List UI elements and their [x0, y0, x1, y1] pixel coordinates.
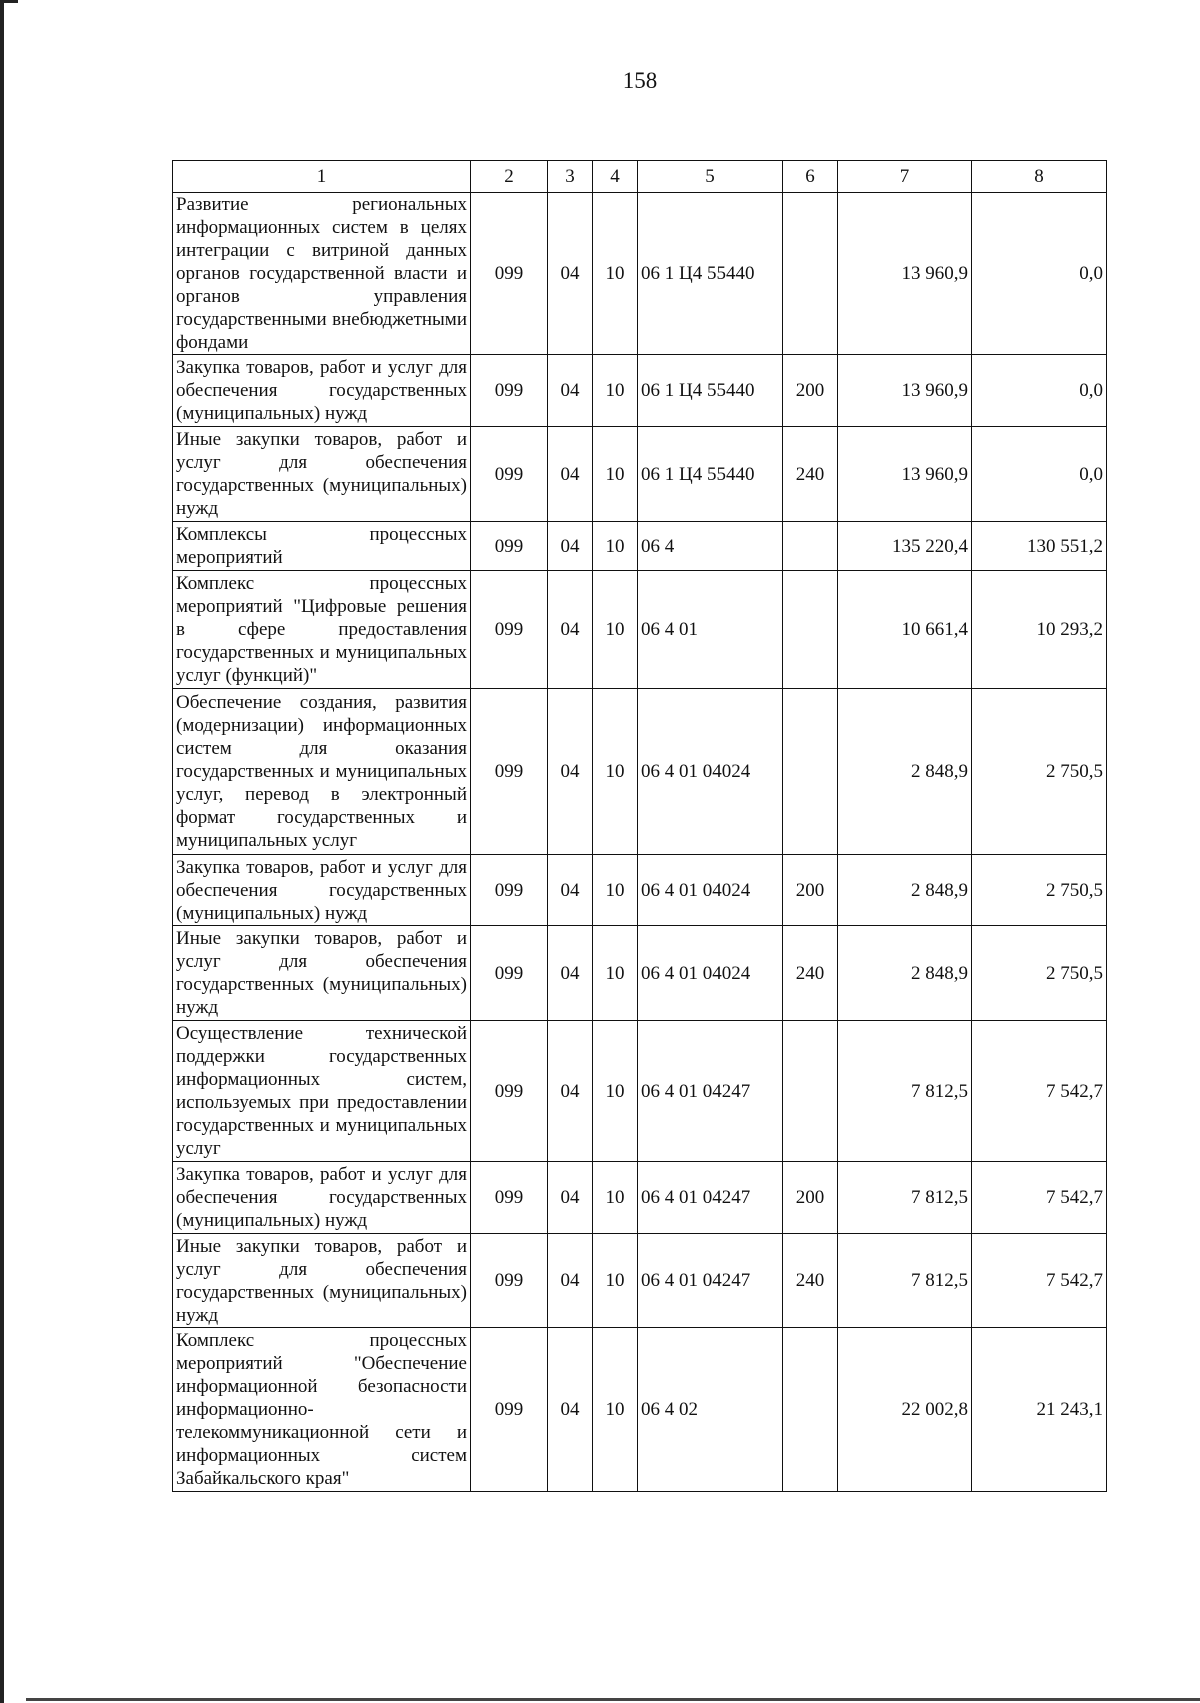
cell-ministry: 099 [471, 1162, 548, 1234]
cell-target-article: 06 4 01 [638, 571, 783, 689]
cell-amount-7: 13 960,9 [838, 427, 972, 522]
row-name: Иные закупки товаров, работ и услуг для обеспечения государственных (муниципальных) нужд [173, 926, 471, 1021]
cell-target-article: 06 1 Ц4 55440 [638, 427, 783, 522]
cell-ministry: 099 [471, 855, 548, 926]
row-name: Закупка товаров, работ и услуг для обеспечения государственных (муниципальных) нужд [173, 1162, 471, 1234]
cell-ministry: 099 [471, 427, 548, 522]
table-row [173, 522, 1107, 571]
cell-target-article: 06 4 01 04024 [638, 855, 783, 926]
cell-section: 04 [548, 522, 593, 571]
cell-expense-type: 200 [783, 1162, 838, 1234]
cell-amount-8: 10 293,2 [972, 571, 1107, 689]
page-number: 158 [622, 68, 658, 93]
cell-amount-8: 7 542,7 [972, 1021, 1107, 1162]
table-row [173, 427, 1107, 522]
cell-target-article: 06 4 01 04247 [638, 1162, 783, 1234]
cell-target-article: 06 1 Ц4 55440 [638, 193, 783, 355]
cell-section: 04 [548, 1234, 593, 1328]
cell-amount-7: 7 812,5 [838, 1021, 972, 1162]
table-row [173, 1234, 1107, 1328]
cell-section: 04 [548, 571, 593, 689]
header-col-1: 1 [173, 161, 471, 193]
cell-amount-8: 7 542,7 [972, 1234, 1107, 1328]
table-row [173, 571, 1107, 689]
row-name: Комплекс процессных мероприятий "Обеспечение информационной безопасности информационно-телекоммуникационной сети и информационных систем Забайкальского края" [173, 1328, 471, 1492]
cell-subsection: 10 [593, 1328, 638, 1492]
row-name: Иные закупки товаров, работ и услуг для обеспечения государственных (муниципальных) нужд [173, 1234, 471, 1328]
cell-section: 04 [548, 926, 593, 1021]
cell-amount-7: 13 960,9 [838, 355, 972, 427]
row-name: Осуществление технической поддержки государственных информационных систем, используемых при предоставлении государственных и муниципальных услуг [173, 1021, 471, 1162]
cell-expense-type [783, 1328, 838, 1492]
cell-subsection: 10 [593, 1162, 638, 1234]
cell-subsection: 10 [593, 1021, 638, 1162]
cell-amount-8: 2 750,5 [972, 926, 1107, 1021]
cell-subsection: 10 [593, 571, 638, 689]
table-row [173, 355, 1107, 427]
scan-edge-top [0, 0, 18, 3]
cell-amount-7: 10 661,4 [838, 571, 972, 689]
cell-ministry: 099 [471, 522, 548, 571]
cell-target-article: 06 1 Ц4 55440 [638, 355, 783, 427]
cell-target-article: 06 4 02 [638, 1328, 783, 1492]
row-name: Комплекс процессных мероприятий "Цифровые решения в сфере предоставления государственных и муниципальных услуг (функций)" [173, 571, 471, 689]
cell-target-article: 06 4 [638, 522, 783, 571]
cell-section: 04 [548, 427, 593, 522]
cell-section: 04 [548, 689, 593, 855]
cell-amount-7: 13 960,9 [838, 193, 972, 355]
cell-target-article: 06 4 01 04247 [638, 1021, 783, 1162]
cell-ministry: 099 [471, 1021, 548, 1162]
header-col-3: 3 [548, 161, 593, 193]
row-name: Комплексы процессных мероприятий [173, 522, 471, 571]
cell-subsection: 10 [593, 1234, 638, 1328]
row-name: Закупка товаров, работ и услуг для обеспечения государственных (муниципальных) нужд [173, 355, 471, 427]
header-col-4: 4 [593, 161, 638, 193]
cell-ministry: 099 [471, 689, 548, 855]
cell-expense-type: 240 [783, 1234, 838, 1328]
table-row [173, 1328, 1107, 1492]
scan-edge-bottom [26, 1698, 1200, 1701]
cell-ministry: 099 [471, 355, 548, 427]
cell-expense-type [783, 522, 838, 571]
header-col-8: 8 [972, 161, 1107, 193]
cell-expense-type: 240 [783, 926, 838, 1021]
table-row [173, 926, 1107, 1021]
cell-subsection: 10 [593, 355, 638, 427]
table-row [173, 1021, 1107, 1162]
row-name: Обеспечение создания, развития (модернизации) информационных систем для оказания государственных и муниципальных услуг, перевод в электронный формат государственных и муниципальных услуг [173, 689, 471, 855]
cell-expense-type: 200 [783, 855, 838, 926]
cell-amount-8: 0,0 [972, 193, 1107, 355]
cell-amount-7: 2 848,9 [838, 855, 972, 926]
cell-ministry: 099 [471, 926, 548, 1021]
cell-expense-type [783, 571, 838, 689]
cell-ministry: 099 [471, 571, 548, 689]
cell-target-article: 06 4 01 04024 [638, 689, 783, 855]
cell-subsection: 10 [593, 427, 638, 522]
cell-target-article: 06 4 01 04247 [638, 1234, 783, 1328]
cell-ministry: 099 [471, 193, 548, 355]
header-col-7: 7 [838, 161, 972, 193]
cell-ministry: 099 [471, 1234, 548, 1328]
cell-section: 04 [548, 1162, 593, 1234]
cell-expense-type: 240 [783, 427, 838, 522]
cell-amount-8: 2 750,5 [972, 689, 1107, 855]
row-name: Иные закупки товаров, работ и услуг для обеспечения государственных (муниципальных) нужд [173, 427, 471, 522]
cell-amount-8: 130 551,2 [972, 522, 1107, 571]
cell-amount-8: 2 750,5 [972, 855, 1107, 926]
cell-section: 04 [548, 855, 593, 926]
cell-expense-type [783, 193, 838, 355]
cell-amount-8: 7 542,7 [972, 1162, 1107, 1234]
cell-amount-7: 135 220,4 [838, 522, 972, 571]
row-name: Развитие региональных информационных систем в целях интеграции с витриной данных органов государственной власти и органов управления государственными внебюджетными фондами [173, 193, 471, 355]
budget-table [172, 160, 1107, 1492]
cell-amount-7: 2 848,9 [838, 689, 972, 855]
cell-subsection: 10 [593, 855, 638, 926]
cell-amount-8: 0,0 [972, 427, 1107, 522]
cell-amount-8: 21 243,1 [972, 1328, 1107, 1492]
cell-amount-7: 7 812,5 [838, 1234, 972, 1328]
cell-subsection: 10 [593, 522, 638, 571]
cell-target-article: 06 4 01 04024 [638, 926, 783, 1021]
cell-section: 04 [548, 355, 593, 427]
header-col-2: 2 [471, 161, 548, 193]
row-name: Закупка товаров, работ и услуг для обеспечения государственных (муниципальных) нужд [173, 855, 471, 926]
header-col-6: 6 [783, 161, 838, 193]
cell-subsection: 10 [593, 926, 638, 1021]
table-row [173, 689, 1107, 855]
cell-subsection: 10 [593, 193, 638, 355]
cell-expense-type: 200 [783, 355, 838, 427]
table-row [173, 193, 1107, 355]
cell-amount-7: 2 848,9 [838, 926, 972, 1021]
cell-section: 04 [548, 193, 593, 355]
table-row [173, 855, 1107, 926]
header-col-5: 5 [638, 161, 783, 193]
cell-section: 04 [548, 1328, 593, 1492]
cell-ministry: 099 [471, 1328, 548, 1492]
cell-section: 04 [548, 1021, 593, 1162]
cell-amount-7: 22 002,8 [838, 1328, 972, 1492]
cell-expense-type [783, 689, 838, 855]
cell-amount-7: 7 812,5 [838, 1162, 972, 1234]
cell-expense-type [783, 1021, 838, 1162]
scan-edge-left [0, 0, 4, 1703]
header-row [173, 161, 1107, 193]
cell-amount-8: 0,0 [972, 355, 1107, 427]
table-row [173, 1162, 1107, 1234]
cell-subsection: 10 [593, 689, 638, 855]
